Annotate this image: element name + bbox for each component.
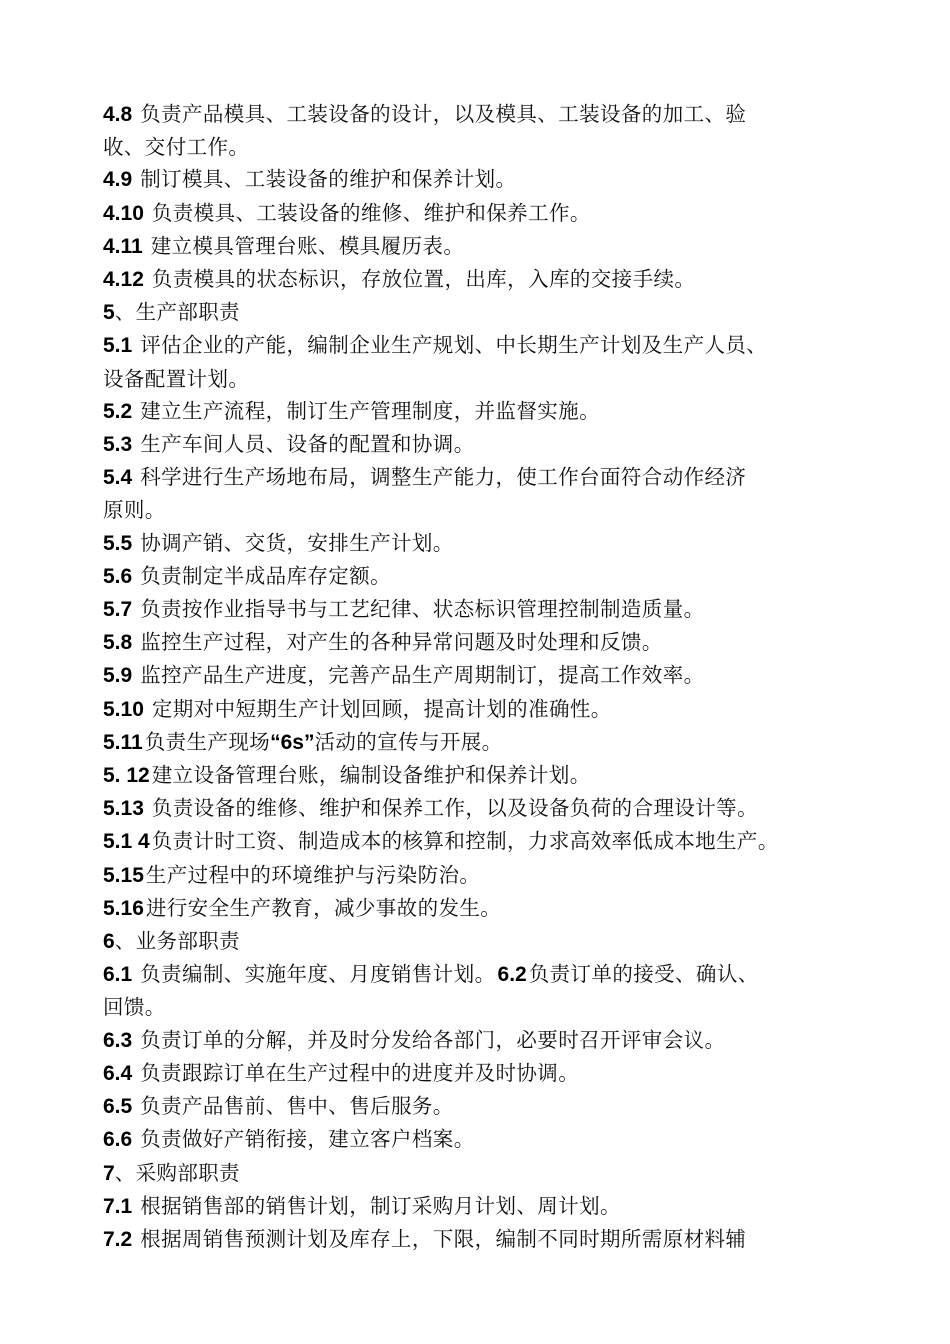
item-number: 4.12 (103, 268, 144, 292)
item-number: 6.6 (103, 1128, 133, 1152)
item-text: 负责模具、工装设备的维修、维护和保养工作。 (151, 200, 591, 225)
item-number: 6.5 (103, 1095, 133, 1119)
document-body (103, 98, 873, 1256)
item-7-2 (103, 1223, 873, 1256)
item-number: 4.10 (103, 201, 144, 225)
item-5-7 (103, 593, 873, 626)
item-6-1 (103, 958, 873, 991)
item-number: 5.7 (103, 598, 133, 622)
item-7-1 (103, 1190, 873, 1223)
item-text: 回馈。 (103, 995, 166, 1020)
item-5-12 (103, 759, 873, 792)
section-heading-6 (103, 925, 873, 958)
item-text: 收、交付工作。 (103, 135, 250, 160)
item-5-1 (103, 329, 873, 362)
item-4-8 (103, 98, 873, 131)
item-number: 4.11 (103, 234, 143, 258)
item-text: 负责生产现场 (144, 729, 271, 754)
section-number: 5 (103, 301, 115, 325)
item-4-9 (103, 163, 873, 196)
item-5-2 (103, 395, 873, 428)
item-5-9 (103, 659, 873, 692)
section-heading-5 (103, 296, 873, 329)
item-text: 生产过程中的环境维护与污染防治。 (145, 862, 481, 887)
item-number: 5.5 (103, 531, 133, 555)
item-number: 5.16 (103, 896, 144, 920)
item-text: 负责计时工资、制造成本的核算和控制，力求高效率低成本地生产。 (151, 829, 779, 854)
section-heading-7 (103, 1157, 873, 1190)
item-number: 5.2 (103, 399, 133, 423)
item-5-1-continued (103, 363, 873, 395)
item-number: 5.4 (103, 466, 133, 490)
item-5-13 (103, 792, 873, 825)
item-text: 负责跟踪订单在生产过程中的进度并及时协调。 (140, 1060, 580, 1085)
item-text: 科学进行生产场地布局，调整生产能力，使工作台面符合动作经济 (140, 465, 747, 490)
item-text: 负责模具的状态标识，存放位置，出库，入库的交接手续。 (151, 267, 696, 292)
item-text: 负责产品模具、工装设备的设计，以及模具、工装设备的加工、验 (140, 102, 747, 126)
item-4-12 (103, 263, 873, 296)
item-text: 负责设备的维修、维护和保养工作，以及设备负荷的合理设计等。 (151, 796, 758, 821)
item-text: 根据周销售预测计划及库存上，下限，编制不同时期所需原材料辅 (140, 1226, 747, 1251)
item-5-16 (103, 892, 873, 925)
item-text: 协调产销、交货，安排生产计划。 (140, 530, 454, 555)
item-6-2-continued (103, 991, 873, 1023)
item-5-4 (103, 461, 873, 494)
item-number: 5.13 (103, 797, 144, 821)
item-text: 建立设备管理台账，编制设备维护和保养计划。 (151, 763, 591, 788)
item-text: 生产车间人员、设备的配置和协调。 (140, 432, 475, 457)
section-number: 7 (103, 1161, 115, 1185)
item-number: 5.1 (103, 334, 133, 358)
item-text: 建立生产流程，制订生产管理制度，并监督实施。 (140, 398, 601, 423)
item-text: 评估企业的产能，编制企业生产规划、中长期生产计划及生产人员、 (140, 333, 768, 358)
item-5-15 (103, 859, 873, 892)
item-text-continued: 负责订单的接受、确认、 (528, 962, 759, 987)
item-5-14 (103, 825, 873, 858)
item-number: 5.11 (103, 730, 143, 754)
item-text: 进行安全生产教育，减少事故的发生。 (145, 895, 502, 920)
item-text: 根据销售部的销售计划，制订采购月计划、周计划。 (140, 1193, 621, 1218)
item-number: 5.8 (103, 631, 133, 655)
item-4-11 (103, 230, 873, 263)
section-title: 、业务部职责 (114, 929, 241, 954)
section-title: 、采购部职责 (114, 1160, 241, 1185)
item-6-4 (103, 1057, 873, 1090)
item-text: 负责产品售前、售中、售后服务。 (140, 1094, 454, 1119)
item-text: 负责制定半成品库存定额。 (140, 563, 392, 588)
item-number: 4.9 (103, 168, 133, 192)
item-5-11 (103, 726, 873, 759)
item-5-10 (103, 693, 873, 726)
item-6-6 (103, 1123, 873, 1156)
item-text: 负责按作业指导书与工艺纪律、状态标识管理控制制造质量。 (140, 597, 705, 622)
item-5-3 (103, 428, 873, 461)
item-text: 定期对中短期生产计划回顾，提高计划的准确性。 (151, 696, 612, 721)
item-number: 6.1 (103, 963, 133, 987)
item-5-5 (103, 527, 873, 560)
quoted-term: “6s” (270, 730, 315, 754)
item-6-5 (103, 1090, 873, 1123)
item-text: 制订模具、工装设备的维护和保养计划。 (140, 167, 517, 192)
section-number: 6 (103, 930, 115, 954)
item-4-8-continued (103, 131, 873, 163)
item-text: 监控产品生产进度，完善产品生产周期制订，提高工作效率。 (140, 663, 705, 688)
item-5-8 (103, 626, 873, 659)
item-number-inline: 6.2 (497, 963, 527, 987)
item-text: 负责编制、实施年度、月度销售计划。 (140, 962, 496, 987)
item-number: 4.8 (103, 103, 133, 126)
section-title: 、生产部职责 (114, 300, 241, 325)
item-number: 6.3 (103, 1028, 133, 1052)
item-text: 监控生产过程，对产生的各种异常问题及时处理和反馈。 (140, 630, 663, 655)
item-number: 6.4 (103, 1061, 133, 1085)
item-4-10 (103, 197, 873, 230)
item-5-4-continued (103, 494, 873, 526)
item-number: 5.15 (103, 863, 144, 887)
item-number: 5.10 (103, 697, 144, 721)
item-text: 设备配置计划。 (103, 366, 250, 391)
item-number: 5.3 (103, 433, 133, 457)
item-number: 7.1 (103, 1194, 133, 1218)
item-text-continued: 活动的宣传与开展。 (314, 729, 503, 754)
item-number: 7.2 (103, 1227, 133, 1251)
item-5-6 (103, 560, 873, 593)
item-number: 5.6 (103, 564, 133, 588)
item-number: 5.9 (103, 664, 133, 688)
item-6-3 (103, 1024, 873, 1057)
item-text: 负责订单的分解，并及时分发给各部门，必要时召开评审会议。 (140, 1027, 726, 1052)
item-text: 原则。 (103, 498, 166, 523)
item-text: 建立模具管理台账、模具履历表。 (150, 233, 465, 258)
item-number: 5. 12 (103, 764, 150, 788)
item-text: 负责做好产销衔接，建立客户档案。 (140, 1127, 475, 1152)
item-number: 5.1 4 (103, 830, 150, 854)
